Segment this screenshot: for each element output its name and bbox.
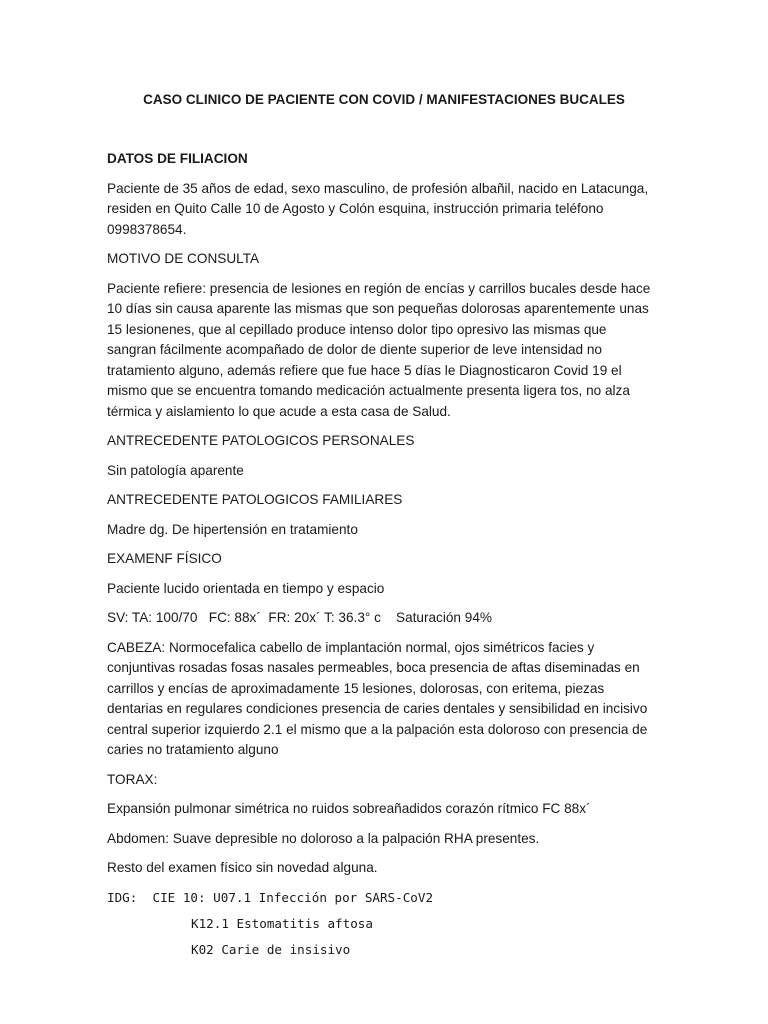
abdomen-paragraph: Abdomen: Suave depresible no doloroso a la palpación RHA presentes.: [107, 830, 540, 846]
section-body-filiacion: Paciente de 35 años de edad, sexo masculino, de profesión albañil, nacido en Latacunga, residen en Quito Calle 10 de Agosto y Colón esquina, instrucción primaria teléfono 0998378654.: [107, 180, 649, 237]
section-heading-motivo: MOTIVO DE CONSULTA: [107, 251, 260, 266]
vital-signs: SV: TA: 100/70 FC: 88x´ FR: 20x´ T: 36.3° c Saturación 94%: [107, 610, 492, 625]
diagnosis-1: U07.1 Infección por SARS-CoV2: [213, 889, 434, 905]
torax-body: Expansión pulmonar simétrica no ruidos sobreañadidos corazón rítmico FC 88x´: [107, 801, 591, 816]
section-heading-filiacion: DATOS DE FILIACION: [107, 151, 248, 166]
section-heading-personales: ANTRECEDENTE PATOLOGICOS PERSONALES: [107, 433, 415, 448]
document-content: [107, 149, 659, 960]
section-body-motivo: Paciente refiere: presencia de lesiones en región de encías y carrillos bucales desde hace 10 días sin causa aparente las mismas que son pequeñas dolorosas aparentemente unas 15 lesionenes, que al cepillado produce intenso dolor tipo opresivo las mismas que sangran fácilmente acompañado de dolor de diente superior de leve intensidad no tratamiento alguno, además refiere que fue hace 5 días le Diagnosticaron Covid 19 el mismo que se encuentra tomando medicación actualmente presenta ligera tos, no alza térmica y aislamiento lo que acude a esta casa de Salud.: [107, 280, 651, 419]
cabeza-paragraph: CABEZA: Normocefalica cabello de implantación normal, ojos simétricos facies y conjuntivas rosadas fosas nasales permeables, boca presencia de aftas diseminadas en carrillos y encías de aproximadamente 15 lesiones, dolorosas, con eritema, piezas dentarias en regulares condiciones presencia de caries dentales y sensibilidad en incisivo central superior izquierdo 2.1 el mismo que a la palpación esta doloroso con presencia de caries no tratamiento alguno: [107, 639, 648, 757]
diagnosis-block: [107, 888, 659, 908]
idg-label: IDG: CIE 10:: [107, 889, 206, 905]
section-body-personales: Sin patología aparente: [107, 462, 244, 478]
document-title: CASO CLINICO DE PACIENTE CON COVID / MANIFESTACIONES BUCALES: [143, 92, 625, 107]
section-body-familiares: Madre dg. De hipertensión en tratamiento: [107, 521, 358, 537]
diagnosis-3: K02 Carie de insisivo: [191, 941, 351, 957]
section-body-examen: Paciente lucido orientada en tiempo y espacio: [107, 580, 385, 596]
resto-paragraph: Resto del examen físico sin novedad alguna.: [107, 860, 378, 875]
torax-heading: TORAX:: [107, 771, 158, 787]
section-heading-examen: EXAMENF FÍSICO: [107, 551, 222, 566]
section-heading-familiares: ANTRECEDENTE PATOLOGICOS FAMILIARES: [107, 492, 403, 507]
diagnosis-2: K12.1 Estomatitis aftosa: [191, 915, 373, 931]
